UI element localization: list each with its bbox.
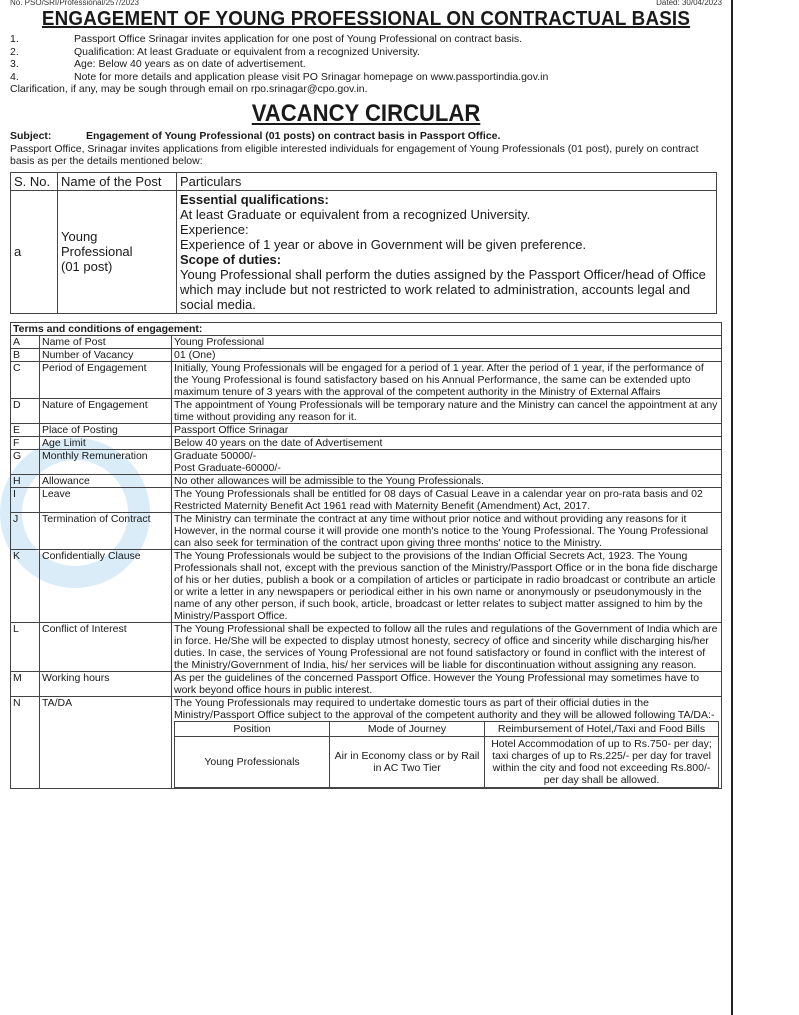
table-row: E Place of Posting Passport Office Srinagar	[11, 423, 722, 436]
terms-table	[10, 322, 722, 789]
table-row: D Nature of Engagement The appointment of Young Professionals will be temporary nature and the Ministry can cancel the appointment at any time without providing any reason for it.	[11, 398, 722, 423]
main-title: ENGAGEMENT OF YOUNG PROFESSIONAL ON CONTRACTUAL BASIS	[41, 8, 691, 30]
page-edge-line	[731, 0, 733, 1015]
date-text: Dated: 30/04/2023	[656, 0, 722, 6]
scope-heading: Scope of duties:	[180, 251, 282, 267]
reference-number: No. PSO/SRI/Professional/257/2023	[10, 0, 139, 6]
clarification-text: Clarification, if any, may be sough through email on rpo.srinagar@cpo.gov.in.	[10, 83, 368, 95]
note-item: 3. Age: Below 40 years as on date of advertisement.	[10, 58, 306, 70]
col-particulars: Particulars	[177, 172, 717, 190]
post-table-header	[11, 172, 717, 190]
notes-list	[10, 33, 722, 96]
table-row: I Leave The Young Professionals shall be entitled for 08 days of Casual Leave in a calendar year on pro-rata basis and 02 Restricted Maternity Benefit Act 1961 read with Maternity Benefit (Amendment) Act, 2017.	[11, 487, 722, 512]
table-row: G Monthly Remuneration Graduate 50000/- Post Graduate-60000/-	[11, 449, 722, 474]
table-row: L Conflict of Interest The Young Professional shall be expected to follow all the rules and regulations of the Government of India which are in force. He/She will be expected to display utmost honesty, secrecy of office and sincerity while discharging his/her duties. In case, the services of Young Professional are not found satisfactory or found in conflict with the interest of the Ministry/Government of India, his/ her services will be liable for discontinuation without assigning any reason.	[11, 622, 722, 671]
particulars-cell	[177, 190, 717, 313]
subject-label: Subject:	[10, 129, 52, 142]
table-row: H Allowance No other allowances will be admissible to the Young Professionals.	[11, 474, 722, 487]
exp-text: Experience of 1 year or above in Government will be given preference.	[180, 236, 587, 252]
table-row: A Name of Post Young Professional	[11, 335, 722, 348]
circular-title: VACANCY CIRCULAR	[251, 99, 481, 127]
table-row: C Period of Engagement Initially, Young Professionals will be engaged for a period of 1 year. After the period of 1 year, if the performance of the Young Professional is found satisfactory based on his Annual Performance, the same can be extended upto maximum tenure of 3 years with the approval of the competent authority in the Ministry of External Affairs	[11, 361, 722, 398]
terms-heading: Terms and conditions of engagement:	[11, 322, 722, 335]
post-cell: Young Professional (01 post)	[58, 190, 177, 313]
col-post: Name of the Post	[58, 172, 177, 190]
document-page	[10, 0, 722, 789]
note-item: 2. Qualification: At least Graduate or equivalent from a recognized University.	[10, 45, 420, 58]
subject-text: Engagement of Young Professional (01 posts) on contract basis in Passport Office.	[86, 129, 501, 142]
scope-text: Young Professional shall perform the duties assigned by the Passport Officer/head of Office which may include but not restricted to work related to administration, accounts legal and social media.	[180, 266, 706, 312]
table-row: K Confidentially Clause The Young Professionals would be subject to the provisions of the Indian Official Secrets Act, 1923. The Young Professionals shall not, except with the previous sanction of the Ministry/Passport Office or in the bona fide discharge of his or her duties, publish a book or a compilation of articles or participate in radio broadcast or contribute an article or write a letter in any newspapers or periodical either in his own name or anonymously or pseudonymously in the name of any other person, if such book, article, broadcast or letter relates to subject matter assigned to him by the Ministry/Passport Office.	[11, 549, 722, 622]
header-cut-line	[10, 0, 722, 6]
post-table	[10, 172, 717, 314]
subject-line	[10, 130, 722, 143]
eq-heading: Essential qualifications:	[180, 191, 329, 207]
table-row: J Termination of Contract The Ministry can terminate the contract at any time without prior notice and without providing any reasons for it However, in the normal course it will provide one month's notice to the Young Professional. The Young Professional can also seek for termination of the contract upon giving three months' notice to the Ministry.	[11, 512, 722, 549]
table-row: F Age Limit Below 40 years on the date of Advertisement	[11, 436, 722, 449]
col-sno: S. No.	[11, 172, 58, 190]
intro-paragraph: Passport Office, Srinagar invites applications from eligible interested individuals for engagement of Young Professionals (01 post), purely on contract basis as per the details mentioned below:	[10, 142, 699, 167]
table-row: B Number of Vacancy 01 (One)	[11, 348, 722, 361]
sno-cell: a	[11, 190, 58, 313]
note-item: 1. Passport Office Srinagar invites application for one post of Young Professional on contract basis.	[10, 33, 523, 45]
exp-heading: Experience:	[180, 221, 249, 237]
table-row: N TA/DA The Young Professionals may required to undertake domestic tours as part of their official duties in the Ministry/Passport Office subject to the approval of the competent authority and they will be allowed following TA/DA:- Position Mode of Journey Reimbursement of Hotel,/Taxi and Food Bills Young Professionals Air in Economy class or by Rail in AC Two Tier Hotel Accommodation of up to Rs.750- per day; taxi charges of up to Rs.225/- per day for travel within the city and food not exceeding Rs.800/- per day shall be allowed.	[11, 696, 722, 788]
note-item: 4. Note for more details and application please visit PO Srinagar homepage on www.passportindia.gov.in	[10, 70, 549, 83]
table-row	[11, 190, 717, 313]
tada-table	[174, 721, 719, 788]
table-row: Young Professionals Air in Economy class or by Rail in AC Two Tier Hotel Accommodation of up to Rs.750- per day; taxi charges of up to Rs.225/- per day for travel within the city and food not exceeding Rs.800/- per day shall be allowed.	[175, 736, 719, 787]
table-row: M Working hours As per the guidelines of the concerned Passport Office. However the Young Professional may sometimes have to work beyond office hours in public interest.	[11, 671, 722, 696]
eq-text: At least Graduate or equivalent from a recognized University.	[180, 206, 531, 222]
tada-header: Position Mode of Journey Reimbursement of Hotel,/Taxi and Food Bills	[175, 721, 719, 736]
